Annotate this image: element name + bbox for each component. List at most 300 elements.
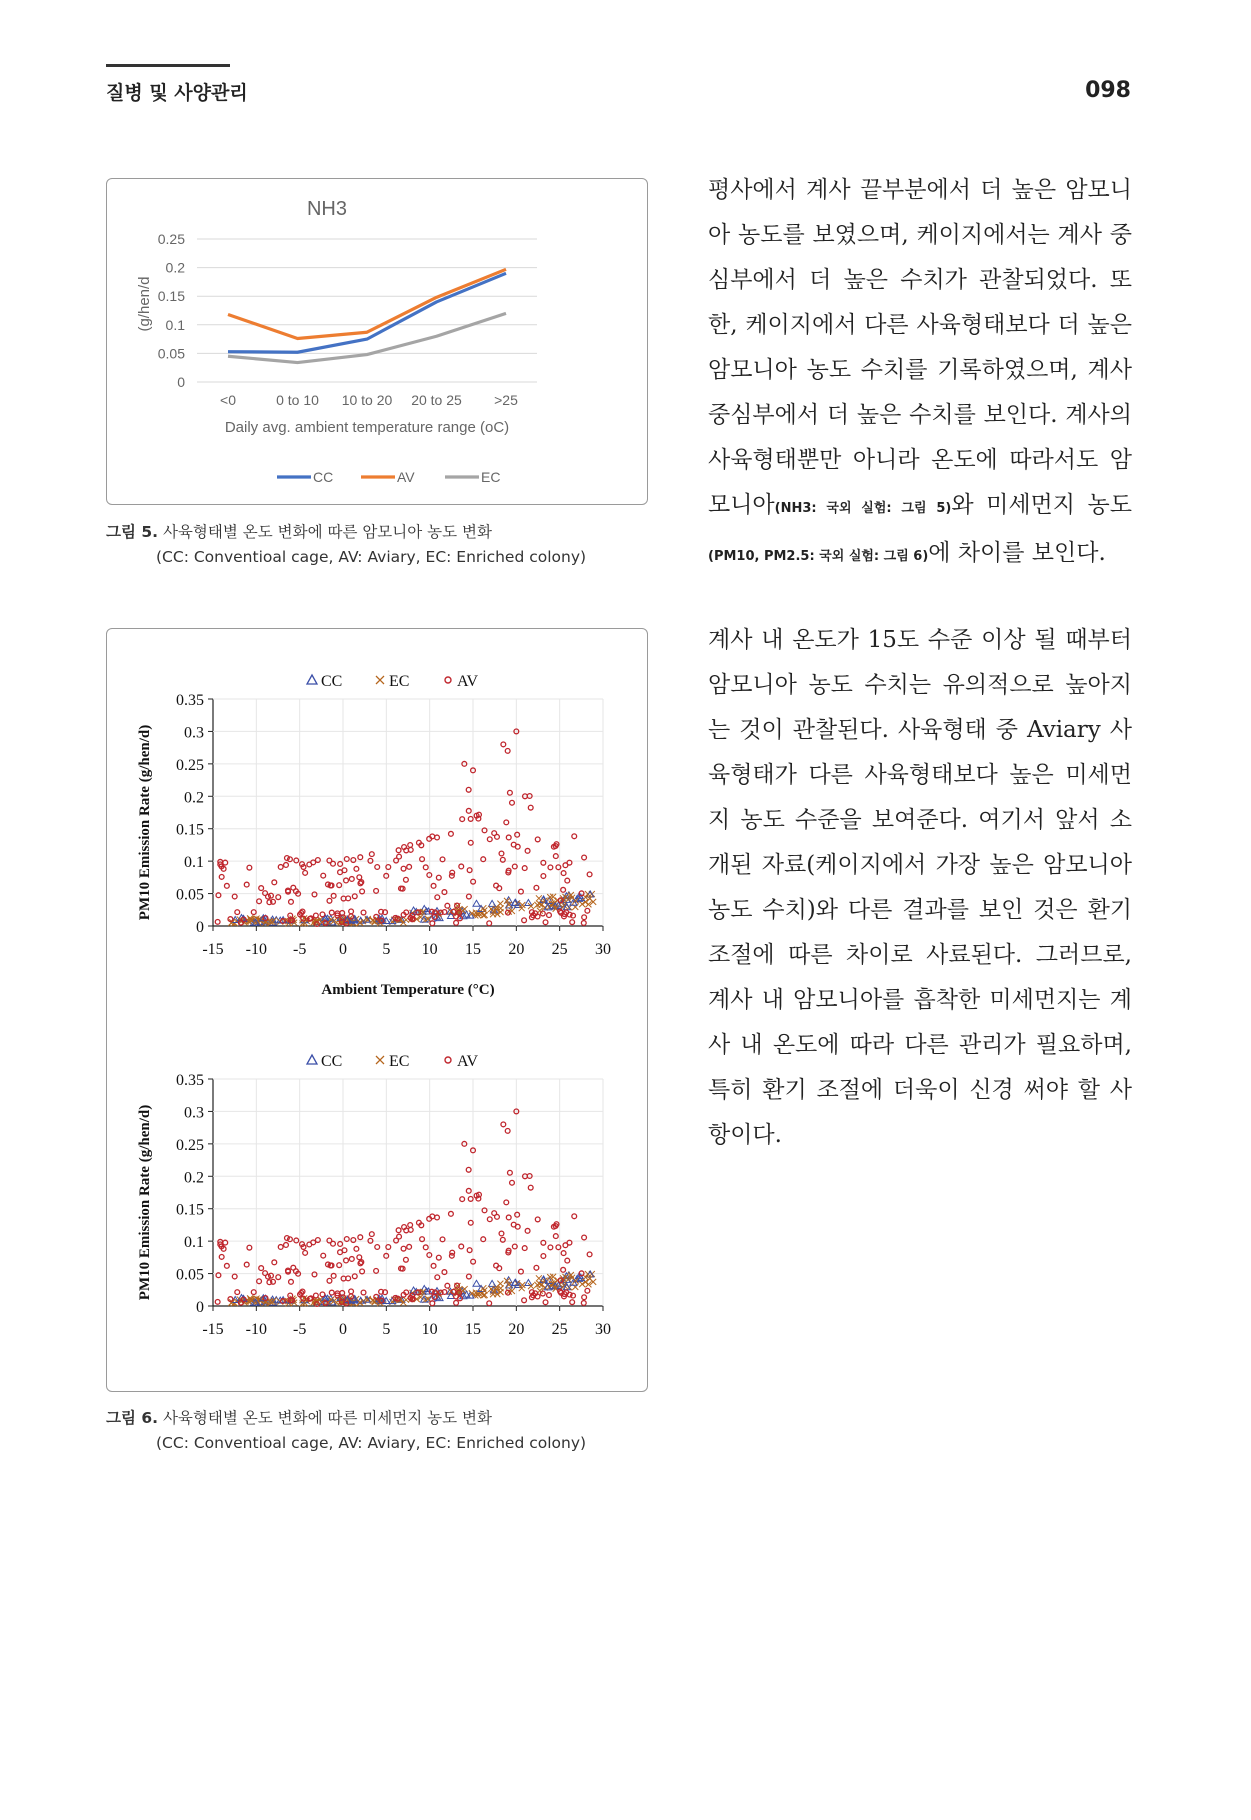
- point-av: [407, 1244, 412, 1249]
- y-tick-label: 0.15: [157, 288, 185, 305]
- figure-6-pm10-charts: [106, 628, 648, 1392]
- point-av: [435, 1215, 440, 1220]
- point-av: [505, 1128, 510, 1133]
- point-av: [247, 865, 252, 870]
- point-av: [235, 910, 240, 915]
- point-av: [487, 837, 492, 842]
- point-av: [459, 864, 464, 869]
- point-cc: [489, 900, 496, 906]
- point-av: [582, 915, 587, 920]
- point-av: [312, 892, 317, 897]
- point-av: [284, 1243, 289, 1248]
- point-av: [534, 1265, 539, 1270]
- point-av: [404, 1257, 409, 1262]
- point-av: [449, 1211, 454, 1216]
- point-av: [352, 894, 357, 899]
- para1-part-c: 에 차이를 보인다.: [928, 540, 1106, 566]
- point-av: [561, 871, 566, 876]
- point-av: [553, 1234, 558, 1239]
- x-tick-label: 25: [551, 1321, 568, 1338]
- point-av: [232, 1274, 237, 1279]
- point-av: [289, 1279, 294, 1284]
- point-av: [547, 1293, 552, 1298]
- point-av: [587, 872, 592, 877]
- point-av: [321, 873, 326, 878]
- point-av: [535, 837, 540, 842]
- x-tick-label: 30: [595, 1321, 611, 1338]
- point-av: [257, 1279, 262, 1284]
- point-av: [506, 1215, 511, 1220]
- x-tick-label: 10: [421, 941, 438, 958]
- x-tick-label: 15: [465, 941, 481, 958]
- point-av: [291, 885, 296, 890]
- point-av: [435, 835, 440, 840]
- point-av: [466, 1274, 471, 1279]
- page-number: 098: [1085, 78, 1131, 103]
- point-av: [215, 919, 220, 924]
- x-axis-label: Ambient Temperature (°C): [321, 982, 495, 998]
- point-av: [289, 899, 294, 904]
- point-av: [354, 1246, 359, 1251]
- x-tick-label: -15: [202, 941, 224, 958]
- point-av: [215, 1299, 220, 1304]
- point-av: [294, 858, 299, 863]
- point-av: [331, 1273, 336, 1278]
- x-tick-label: -10: [245, 941, 267, 958]
- point-av: [511, 842, 516, 847]
- point-av: [307, 1242, 312, 1247]
- point-av: [565, 878, 570, 883]
- para1-part-b: 와 미세먼지 농도: [951, 492, 1132, 518]
- point-av: [460, 1197, 465, 1202]
- point-av: [284, 863, 289, 868]
- x-tick-label: 10 to 20: [341, 392, 393, 408]
- point-av: [570, 920, 575, 925]
- point-av: [468, 1220, 473, 1225]
- x-tick-label: 20: [508, 1321, 525, 1338]
- legend-marker-cc: [307, 675, 317, 684]
- point-av: [374, 1269, 379, 1274]
- point-av: [508, 790, 513, 795]
- x-tick-label: -15: [202, 1321, 224, 1338]
- legend-label-av: AV: [457, 1053, 479, 1070]
- x-axis-label: Daily avg. ambient temperature range (oC): [224, 419, 510, 436]
- point-ec: [579, 1281, 585, 1287]
- legend-label-ec: EC: [481, 469, 501, 485]
- point-av: [535, 1217, 540, 1222]
- point-av: [431, 883, 436, 888]
- y-tick-label: 0.1: [184, 854, 204, 872]
- y-tick-label: 0.3: [184, 724, 204, 742]
- y-tick-label: 0.15: [176, 821, 204, 839]
- y-tick-label: 0.05: [176, 886, 204, 904]
- point-cc: [489, 1280, 496, 1286]
- point-av: [466, 808, 471, 813]
- y-tick-label: 0.1: [184, 1234, 204, 1252]
- point-av: [291, 1265, 296, 1270]
- point-av: [247, 1245, 252, 1250]
- point-av: [459, 1244, 464, 1249]
- point-av: [436, 875, 441, 880]
- point-av: [303, 870, 308, 875]
- point-ec: [579, 901, 585, 907]
- point-cc: [525, 1279, 532, 1285]
- point-av: [331, 1241, 336, 1246]
- point-av: [307, 862, 312, 867]
- point-av: [515, 832, 520, 837]
- point-av: [232, 894, 237, 899]
- point-av: [436, 1255, 441, 1260]
- y-tick-label: 0.05: [176, 1266, 204, 1284]
- point-av: [582, 1295, 587, 1300]
- chart-title: NH3: [306, 198, 348, 220]
- point-av: [501, 1122, 506, 1127]
- y-tick-label: 0: [196, 919, 204, 936]
- y-tick-label: 0.25: [176, 756, 204, 774]
- point-av: [561, 1267, 566, 1272]
- x-tick-label: 10: [421, 1321, 438, 1338]
- point-av: [570, 1300, 575, 1305]
- point-av: [259, 886, 264, 891]
- pm10-scatter-chart-2: [107, 1009, 647, 1389]
- y-axis-label: PM10 Emission Rate (g/hen/d): [137, 1104, 153, 1301]
- x-tick-label: -5: [293, 941, 307, 958]
- figure-6-caption: [106, 1406, 586, 1456]
- legend-label-av: AV: [397, 469, 415, 485]
- point-av: [445, 1283, 450, 1288]
- point-av: [525, 1228, 530, 1233]
- y-tick-label: 0.25: [176, 1136, 204, 1154]
- figure-5-caption: [106, 520, 586, 570]
- point-av: [349, 909, 354, 914]
- point-av: [467, 868, 472, 873]
- x-tick-label: 0: [339, 1321, 347, 1338]
- point-av: [508, 1170, 513, 1175]
- nh3-line-chart: [107, 179, 647, 504]
- point-av: [219, 874, 224, 879]
- para1-note-2: (PM10, PM2.5: 국외 실험: 그림 6): [708, 549, 929, 564]
- point-av: [407, 864, 412, 869]
- point-av: [528, 805, 533, 810]
- point-av: [344, 878, 349, 883]
- point-av: [344, 1258, 349, 1263]
- point-av: [460, 817, 465, 822]
- point-av: [522, 866, 527, 871]
- legend-label-ec: EC: [389, 1053, 410, 1070]
- y-tick-label: 0.2: [184, 789, 204, 807]
- point-av: [331, 893, 336, 898]
- point-av: [361, 910, 366, 915]
- legend-marker-av: [445, 677, 451, 683]
- point-av: [541, 1254, 546, 1259]
- point-av: [224, 883, 229, 888]
- point-ec: [497, 1281, 503, 1287]
- point-av: [404, 877, 409, 882]
- point-av: [454, 1300, 459, 1305]
- y-tick-label: 0: [196, 1299, 204, 1316]
- point-av: [585, 1288, 590, 1293]
- point-av: [547, 913, 552, 918]
- point-av: [541, 874, 546, 879]
- point-av: [313, 1293, 318, 1298]
- point-av: [553, 854, 558, 859]
- figure-5-caption-text: 사육형태별 온도 변화에 따른 암모니아 농도 변화: [162, 523, 492, 541]
- legend-label-cc: CC: [321, 673, 343, 690]
- point-av: [278, 865, 283, 870]
- legend-marker-av: [445, 1057, 451, 1063]
- point-av: [582, 1235, 587, 1240]
- point-av: [449, 831, 454, 836]
- point-av: [468, 817, 473, 822]
- point-av: [423, 1245, 428, 1250]
- x-tick-label: 30: [595, 941, 611, 958]
- point-av: [466, 787, 471, 792]
- figure-5-caption-sub: (CC: Conventioal cage, AV: Aviary, EC: Enriched colony): [156, 548, 587, 566]
- legend-marker-ec: [376, 1056, 384, 1064]
- point-av: [505, 748, 510, 753]
- y-tick-label: 0: [177, 374, 185, 390]
- point-av: [244, 882, 249, 887]
- point-av: [401, 1246, 406, 1251]
- point-av: [357, 1255, 362, 1260]
- point-av: [369, 852, 374, 857]
- x-tick-label: 25: [551, 941, 568, 958]
- point-av: [431, 1263, 436, 1268]
- legend-label-cc: CC: [321, 1053, 343, 1070]
- point-av: [487, 1301, 492, 1306]
- x-tick-label: 5: [382, 1321, 391, 1338]
- point-av: [454, 920, 459, 925]
- point-av: [467, 1248, 472, 1253]
- point-av: [327, 1278, 332, 1283]
- point-av: [515, 1212, 520, 1217]
- point-av: [312, 1272, 317, 1277]
- point-cc: [473, 1280, 480, 1286]
- point-av: [251, 1290, 256, 1295]
- point-av: [449, 1253, 454, 1258]
- point-av: [351, 1238, 356, 1243]
- x-tick-label: >25: [494, 392, 518, 408]
- point-ec: [481, 1288, 487, 1294]
- point-av: [219, 1254, 224, 1259]
- point-av: [257, 899, 262, 904]
- point-av: [499, 1231, 504, 1236]
- x-tick-label: 20: [508, 941, 525, 958]
- point-av: [506, 835, 511, 840]
- point-av: [466, 1188, 471, 1193]
- point-av: [329, 910, 334, 915]
- figure-6-caption-text: 사육형태별 온도 변화에 따른 미세먼지 농도 변화: [162, 1409, 492, 1427]
- point-av: [303, 1250, 308, 1255]
- point-av: [548, 1245, 553, 1250]
- figure-6-caption-sub: (CC: Conventioal cage, AV: Aviary, EC: Enriched colony): [156, 1434, 587, 1452]
- point-ec: [481, 908, 487, 914]
- point-av: [543, 920, 548, 925]
- point-av: [534, 885, 539, 890]
- point-cc: [473, 900, 480, 906]
- point-av: [445, 903, 450, 908]
- y-tick-label: 0.35: [176, 692, 204, 709]
- point-av: [581, 921, 586, 926]
- point-av: [313, 913, 318, 918]
- para1-note-1: (NH3: 국외 실험: 그림 5): [774, 501, 952, 516]
- point-av: [548, 865, 553, 870]
- y-axis-label: PM10 Emission Rate (g/hen/d): [137, 724, 153, 921]
- point-ec: [497, 901, 503, 907]
- x-tick-label: -10: [245, 1321, 267, 1338]
- point-av: [259, 1266, 264, 1271]
- point-av: [331, 861, 336, 866]
- y-axis-label: (g/hen/d: [136, 276, 153, 332]
- point-av: [272, 1260, 277, 1265]
- point-av: [487, 921, 492, 926]
- x-tick-label: 20 to 25: [411, 392, 462, 408]
- point-av: [329, 1290, 334, 1295]
- y-tick-label: 0.3: [184, 1104, 204, 1122]
- point-av: [349, 1289, 354, 1294]
- legend-marker-ec: [376, 676, 384, 684]
- point-av: [585, 908, 590, 913]
- point-ec: [536, 895, 542, 901]
- point-av: [504, 820, 509, 825]
- point-av: [561, 1251, 566, 1256]
- point-av: [396, 848, 401, 853]
- point-av: [401, 866, 406, 871]
- point-av: [522, 1298, 527, 1303]
- y-tick-label: 0.2: [165, 259, 185, 276]
- point-av: [528, 1185, 533, 1190]
- point-cc: [525, 899, 532, 905]
- point-av: [224, 1263, 229, 1268]
- x-tick-label: 15: [465, 1321, 481, 1338]
- point-av: [327, 898, 332, 903]
- point-av: [435, 895, 440, 900]
- y-tick-label: 0.35: [176, 1072, 204, 1089]
- point-av: [495, 834, 500, 839]
- section-title: 질병 및 사양관리: [106, 82, 248, 104]
- point-av: [251, 910, 256, 915]
- point-av: [351, 858, 356, 863]
- y-tick-label: 0.1: [165, 316, 185, 333]
- point-av: [315, 858, 320, 863]
- point-av: [349, 1257, 354, 1262]
- point-av: [511, 1222, 516, 1227]
- scatter-points: [215, 729, 596, 926]
- point-av: [487, 1217, 492, 1222]
- x-tick-label: 0 to 10: [276, 392, 319, 408]
- point-av: [315, 1238, 320, 1243]
- point-av: [338, 1242, 343, 1247]
- header-rule: [106, 64, 230, 67]
- point-av: [337, 1263, 342, 1268]
- body-paragraph-1: [708, 168, 1132, 579]
- legend-label-cc: CC: [313, 469, 334, 485]
- point-av: [294, 1238, 299, 1243]
- point-av: [278, 1245, 283, 1250]
- point-av: [435, 1275, 440, 1280]
- legend-label-ec: EC: [389, 673, 410, 690]
- point-av: [375, 1245, 380, 1250]
- point-av: [468, 1197, 473, 1202]
- point-av: [423, 865, 428, 870]
- point-av: [468, 840, 473, 845]
- point-av: [358, 855, 363, 860]
- point-av: [374, 889, 379, 894]
- point-av: [581, 1301, 586, 1306]
- point-av: [582, 855, 587, 860]
- point-av: [354, 866, 359, 871]
- y-tick-label: 0.15: [176, 1201, 204, 1219]
- point-av: [244, 1262, 249, 1267]
- point-av: [572, 834, 577, 839]
- point-av: [499, 851, 504, 856]
- point-av: [357, 875, 362, 880]
- point-av: [522, 918, 527, 923]
- point-av: [397, 1234, 402, 1239]
- point-av: [352, 1274, 357, 1279]
- point-av: [272, 880, 277, 885]
- point-av: [397, 854, 402, 859]
- point-av: [495, 1214, 500, 1219]
- point-av: [358, 1235, 363, 1240]
- point-ec: [536, 1275, 542, 1281]
- point-av: [276, 1275, 281, 1280]
- point-av: [396, 1228, 401, 1233]
- point-av: [235, 1290, 240, 1295]
- point-av: [449, 873, 454, 878]
- scatter-points: [215, 1109, 596, 1306]
- point-av: [375, 865, 380, 870]
- figure-6-caption-label: 그림 6.: [106, 1409, 159, 1427]
- point-av: [408, 1223, 413, 1228]
- point-av: [369, 1232, 374, 1237]
- legend-label-av: AV: [457, 673, 479, 690]
- x-tick-label: -5: [293, 1321, 307, 1338]
- point-av: [543, 1300, 548, 1305]
- point-av: [466, 1167, 471, 1172]
- x-tick-label: 5: [382, 941, 391, 958]
- point-av: [510, 800, 515, 805]
- point-av: [561, 887, 566, 892]
- y-tick-label: 0.2: [184, 1169, 204, 1187]
- point-av: [504, 1200, 509, 1205]
- y-tick-label: 0.25: [157, 231, 185, 247]
- legend-marker-cc: [307, 1055, 317, 1064]
- point-av: [408, 843, 413, 848]
- point-av: [587, 1252, 592, 1257]
- figure-5-nh3-chart: [106, 178, 648, 505]
- body-paragraph-2: 계사 내 온도가 15도 수준 이상 될 때부터 암모니아 농도 수치는 유의적으로 높아지는 것이 관찰된다. 사육형태 중 Aviary 사육형태가 다른 사육형태보다 높은 미세먼지 농도 수준을 보여준다. 여기서 앞서 소개된 자료(케이지에서 가장 높은 암모니아 농도 수치)와 다른 결과를 보인 것은 환기 조절에 따른 차이로 사료된다. 그러므로, 계사 내 암모니아를 흡착한 미세먼지는 계사 내 온도에 따라 다른 관리가 필요하며, 특히 환기 조절에 더욱이 신경 써야 할 사항이다.: [708, 627, 1132, 1148]
- y-tick-label: 0.05: [157, 345, 185, 362]
- point-av: [320, 1292, 325, 1297]
- para1-part-a: 평사에서 계사 끝부분에서 더 높은 암모니아 농도를 보였으며, 케이지에서는 계사 중심부에서 더 높은 수치가 관찰되었다. 또한, 케이지에서 다른 사육형태보다 더 높은 암모니아 농도 수치를 기록하였으며, 계사 중심부에서 더 높은 수치를 보인다. 계사의 사육형태뿐만 아니라 온도에 따라서도 암모니아: [708, 177, 1132, 518]
- point-av: [337, 883, 342, 888]
- point-av: [361, 1290, 366, 1295]
- point-av: [338, 862, 343, 867]
- x-tick-label: <0: [220, 392, 236, 408]
- figure-5-caption-label: 그림 5.: [106, 523, 159, 541]
- point-av: [525, 848, 530, 853]
- point-av: [349, 877, 354, 882]
- point-av: [466, 894, 471, 899]
- point-av: [320, 912, 325, 917]
- pm10-scatter-chart-1: [107, 629, 647, 1009]
- point-av: [321, 1253, 326, 1258]
- point-av: [510, 1180, 515, 1185]
- point-av: [276, 895, 281, 900]
- point-av: [522, 1246, 527, 1251]
- x-tick-label: 0: [339, 941, 347, 958]
